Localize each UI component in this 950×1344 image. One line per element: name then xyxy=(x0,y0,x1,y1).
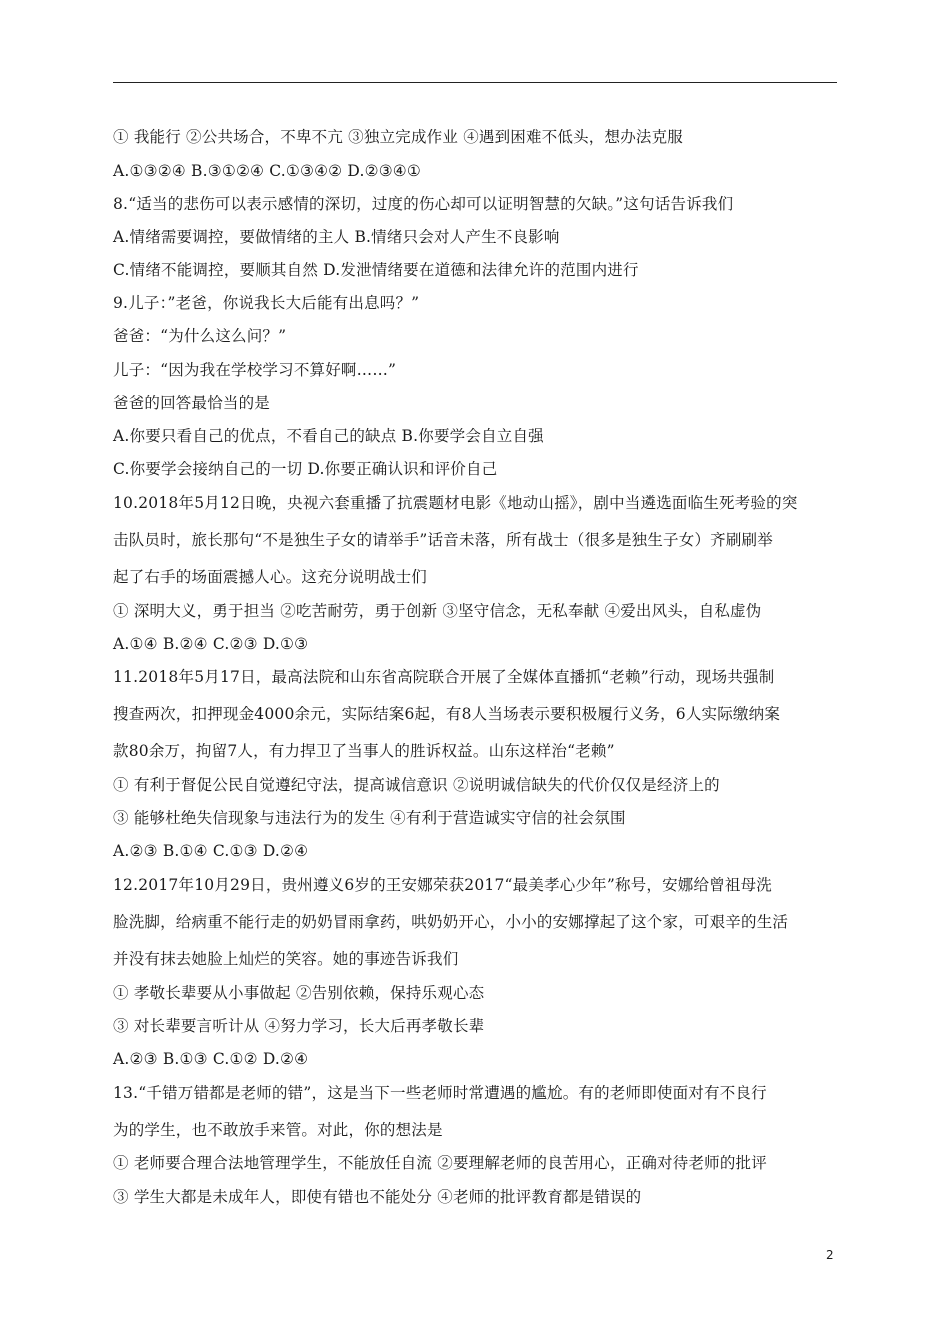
text-line: ① 孝敬长辈要从小事做起 ②告别依赖，保持乐观心态 xyxy=(113,984,485,1002)
text-line: 击队员时，旅长那句“不是独生子女的请举手”话音未落，所有战士（很多是独生子女）齐刷刷举 xyxy=(113,531,773,549)
text-line: 儿子：“因为我在学校学习不算好啊……” xyxy=(113,361,397,379)
text-line: 爸爸的回答最恰当的是 xyxy=(113,394,271,412)
text-line: ③ 能够杜绝失信现象与违法行为的发生 ④有利于营造诚实守信的社会氛围 xyxy=(113,809,626,827)
text-line: C.情绪不能调控，要顺其自然 D.发泄情绪要在道德和法律允许的范围内进行 xyxy=(113,261,639,279)
text-line: 11.2018年5月17日，最高法院和山东省高院联合开展了全媒体直播抓“老赖”行动，现场共强制 xyxy=(113,668,775,686)
text-line: 搜查两次，扣押现金4000余元，实际结案6起，有8人当场表示要积极履行义务，6人实际缴纳案 xyxy=(113,705,781,723)
text-line: ① 有利于督促公民自觉遵纪守法，提高诚信意识 ②说明诚信缺失的代价仅仅是经济上的 xyxy=(113,776,720,794)
text-line: ① 深明大义，勇于担当 ②吃苦耐劳，勇于创新 ③坚守信念，无私奉献 ④爱出风头，自私虚伪 xyxy=(113,602,762,620)
text-line: 并没有抹去她脸上灿烂的笑容。她的事迹告诉我们 xyxy=(113,950,459,968)
text-line: 脸洗脚，给病重不能行走的奶奶冒雨拿药，哄奶奶开心，小小的安娜撑起了这个家，可艰辛的生活 xyxy=(113,913,789,931)
text-line: A.②③ B.①④ C.①③ D.②④ xyxy=(113,842,309,860)
text-line: C.你要学会接纳自己的一切 D.你要正确认识和评价自己 xyxy=(113,460,498,478)
text-line: 9.儿子：”老爸，你说我长大后能有出息吗？” xyxy=(113,294,420,312)
text-line: 13.“千错万错都是老师的错”，这是当下一些老师时常遭遇的尴尬。有的老师即使面对有不良行 xyxy=(113,1084,767,1102)
text-line: ③ 学生大都是未成年人，即使有错也不能处分 ④老师的批评教育都是错误的 xyxy=(113,1188,642,1206)
text-line: 爸爸：“为什么这么问？” xyxy=(113,327,287,345)
text-line: 为的学生，也不敢放手来管。对此，你的想法是 xyxy=(113,1121,443,1139)
page-number: 2 xyxy=(826,1248,834,1262)
text-line: ① 我能行 ②公共场合，不卑不亢 ③独立完成作业 ④遇到困难不低头，想办法克服 xyxy=(113,128,684,146)
text-line: A.①④ B.②④ C.②③ D.①③ xyxy=(113,635,309,653)
text-line: 8.“适当的悲伤可以表示感情的深切，过度的伤心却可以证明智慧的欠缺。”这句话告诉我们 xyxy=(113,195,734,213)
text-line: A.你要只看自己的优点，不看自己的缺点 B.你要学会自立自强 xyxy=(113,427,544,445)
text-line: 10.2018年5月12日晚，央视六套重播了抗震题材电影《地动山摇》，剧中当遴选面临生死考验的突 xyxy=(113,494,798,512)
text-line: ① 老师要合理合法地管理学生，不能放任自流 ②要理解老师的良苦用心，正确对待老师的批评 xyxy=(113,1154,767,1172)
text-line: ③ 对长辈要言听计从 ④努力学习，长大后再孝敬长辈 xyxy=(113,1017,485,1035)
text-line: 款80余万，拘留7人，有力捍卫了当事人的胜诉权益。山东这样治“老赖” xyxy=(113,742,615,760)
text-line: A.情绪需要调控，要做情绪的主人 B.情绪只会对人产生不良影响 xyxy=(113,228,560,246)
text-line: 12.2017年10月29日，贵州遵义6岁的王安娜荣获2017“最美孝心少年”称号，安娜给曾祖母洗 xyxy=(113,876,773,894)
text-line: A.②③ B.①③ C.①② D.②④ xyxy=(113,1050,309,1068)
text-line: 起了右手的场面震撼人心。这充分说明战士们 xyxy=(113,568,428,586)
header-rule xyxy=(113,82,837,83)
text-line: A.①③②④ B.③①②④ C.①③④② D.②③④① xyxy=(113,162,421,180)
